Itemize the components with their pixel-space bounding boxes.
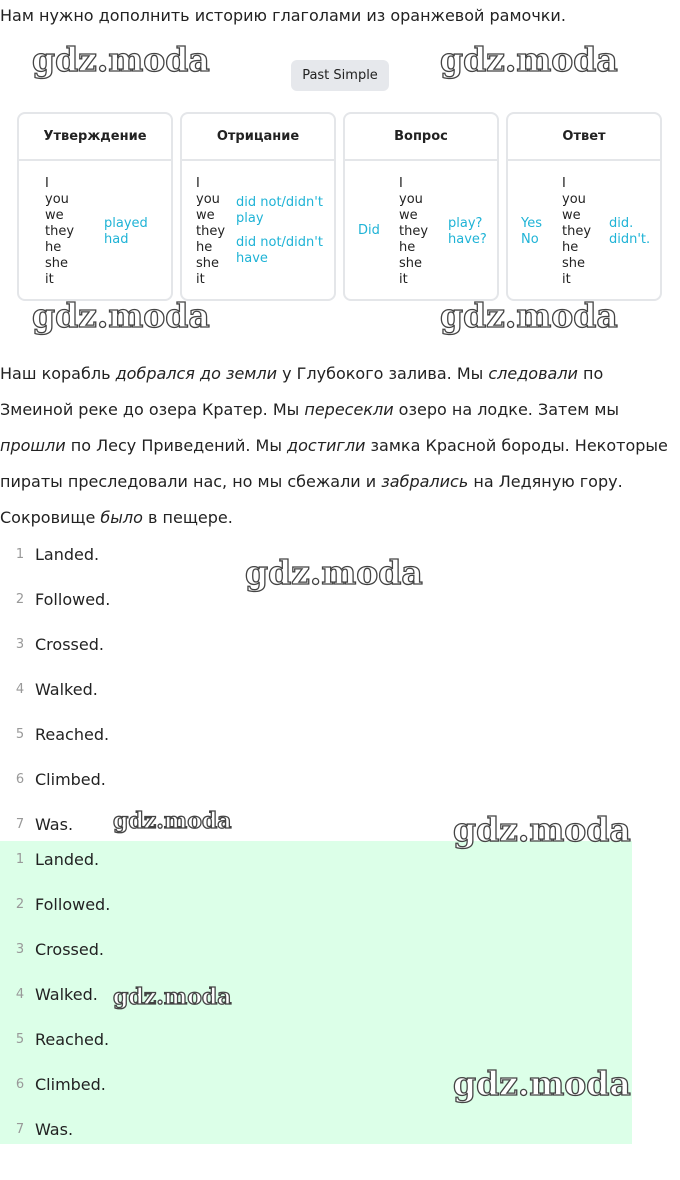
watermark-logo: gdz.moda (32, 296, 210, 335)
story-paragraph: Наш корабль добрался до земли у Глубокого залива. Мы следовали по Змеиной реке до озера Кратер. Мы пересекли озеро на лодке. Затем мы прошли по Лесу Приведений. Мы достигли замка Красной бороды. Некоторые пираты преследовали нас, но мы сбежали и забрались на Ледяную гору. Сокровище было в пещере. (0, 364, 668, 527)
pronoun: we (45, 208, 64, 223)
verb-form: have (236, 251, 268, 266)
verb-form: played (104, 216, 148, 231)
item-text: Followed. (35, 590, 111, 609)
item-text: Was. (35, 815, 74, 834)
pronoun: you (45, 192, 69, 207)
grammar-card-question (343, 112, 499, 301)
watermark-logo: gdz.moda (245, 553, 423, 592)
pronoun: they (45, 224, 75, 239)
verb-form: did not/didn't (236, 235, 323, 250)
card-title: Ответ (508, 114, 660, 161)
item-number: 2 (15, 897, 25, 912)
pronoun: she (399, 256, 423, 271)
item-number: 1 (15, 852, 25, 867)
pronoun: they (562, 224, 592, 239)
pronoun-list (399, 176, 428, 288)
pronoun: she (45, 256, 69, 271)
pronoun: he (562, 240, 579, 255)
item-text: Crossed. (35, 940, 104, 959)
item-number: 6 (15, 1077, 25, 1092)
pronoun: I (196, 176, 200, 191)
card-title: Вопрос (345, 114, 497, 161)
grammar-card-answer (506, 112, 662, 301)
verb-form: play (236, 211, 264, 226)
item-number: 7 (15, 1122, 25, 1137)
pronoun-list (562, 176, 591, 288)
pronoun: I (562, 176, 566, 191)
auxiliary-verb: Did (358, 223, 380, 238)
pronoun: he (399, 240, 416, 255)
card-title: Отрицание (182, 114, 334, 161)
pronoun: you (196, 192, 220, 207)
pronoun: it (196, 272, 205, 287)
item-number: 2 (15, 592, 25, 607)
item-text: Was. (35, 1120, 74, 1139)
item-number: 3 (15, 942, 25, 957)
verb-form: play? (448, 216, 483, 231)
pronoun: it (45, 272, 54, 287)
pronoun: we (562, 208, 581, 223)
task-intro: Нам нужно дополнить историю глаголами из оранжевой рамочки. (0, 6, 566, 25)
item-text: Reached. (35, 1030, 110, 1049)
pronoun: I (45, 176, 49, 191)
item-number: 5 (15, 727, 25, 742)
grammar-card-affirmative (17, 112, 173, 301)
pronoun-list (45, 176, 74, 288)
item-number: 5 (15, 1032, 25, 1047)
watermark-logo: gdz.moda (32, 40, 210, 79)
watermark-logo: gdz.moda (440, 40, 618, 79)
verb-form: did. (609, 216, 634, 231)
pronoun: I (399, 176, 403, 191)
item-number: 7 (15, 817, 25, 832)
watermark-logo: gdz.moda (453, 810, 631, 849)
pronoun: she (196, 256, 220, 271)
verb-form: have? (448, 232, 487, 247)
watermark-logo: gdz.moda (113, 984, 232, 1010)
item-text: Followed. (35, 895, 111, 914)
pronoun: he (45, 240, 62, 255)
grammar-card-negative (180, 112, 336, 301)
pronoun: it (562, 272, 571, 287)
item-number: 1 (15, 547, 25, 562)
watermark-logo: gdz.moda (440, 296, 618, 335)
item-text: Walked. (35, 985, 98, 1004)
item-text: Reached. (35, 725, 110, 744)
item-text: Climbed. (35, 1075, 106, 1094)
item-number: 6 (15, 772, 25, 787)
pronoun: we (399, 208, 418, 223)
item-text: Landed. (35, 545, 100, 564)
item-text: Climbed. (35, 770, 106, 789)
pronoun: you (562, 192, 586, 207)
pronoun: they (196, 224, 226, 239)
pronoun: we (196, 208, 215, 223)
pronoun: they (399, 224, 429, 239)
item-text: Landed. (35, 850, 100, 869)
watermark-logo: gdz.moda (113, 808, 232, 834)
pronoun: he (196, 240, 213, 255)
verb-form: had (104, 232, 129, 247)
item-number: 3 (15, 637, 25, 652)
pronoun: you (399, 192, 423, 207)
pronoun: she (562, 256, 586, 271)
pronoun-list (196, 176, 225, 288)
watermark-logo: gdz.moda (453, 1064, 631, 1103)
item-text: Walked. (35, 680, 98, 699)
answer-no: No (521, 232, 539, 247)
card-title: Утверждение (19, 114, 171, 161)
item-text: Crossed. (35, 635, 104, 654)
pronoun: it (399, 272, 408, 287)
verb-form: did not/didn't (236, 195, 323, 210)
verb-form: didn't. (609, 232, 651, 247)
answer-yes: Yes (521, 216, 542, 231)
tense-badge: Past Simple (291, 60, 389, 91)
item-number: 4 (15, 682, 25, 697)
item-number: 4 (15, 987, 25, 1002)
